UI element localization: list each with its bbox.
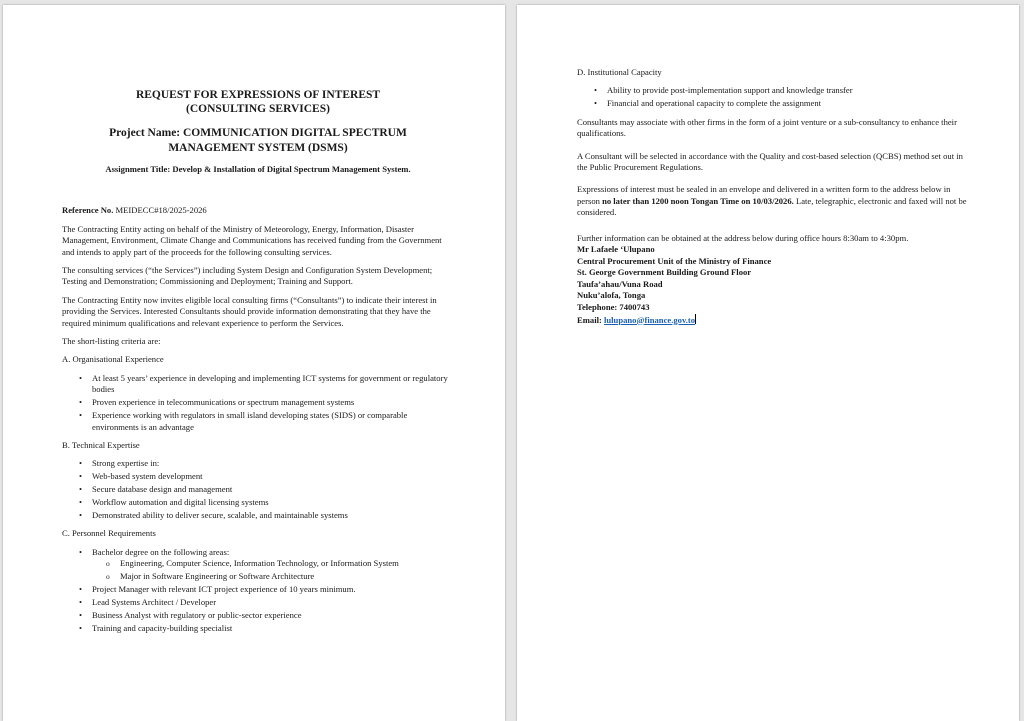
list-item: • Business Analyst with regulatory or public-sector experience <box>92 610 454 621</box>
list-item: • Secure database design and management <box>92 484 454 495</box>
section-c-heading: C. Personnel Requirements <box>62 528 156 539</box>
contact-email: Email: lulupano@finance.gov.to <box>577 314 696 325</box>
list-item: • Experience working with regulators in small island developing states (SIDS) or comparable environments is an advantage <box>92 410 454 433</box>
section-d-heading: D. Institutional Capacity <box>577 67 662 77</box>
contact-name: Mr Lafaele ‘Ulupano <box>577 243 655 254</box>
section-b-heading: B. Technical Expertise <box>62 439 140 450</box>
sublist-item: o Major in Software Engineering or Software Architecture <box>120 571 454 582</box>
list-item: • Ability to provide post-implementation support and knowledge transfer <box>607 85 969 96</box>
list-item: • Proven experience in telecommunications or spectrum management systems <box>92 397 454 408</box>
list-item: • Project Manager with relevant ICT project experience of 10 years minimum. <box>92 584 454 595</box>
paragraph-contracting-entity: The Contracting Entity acting on behalf of the Ministry of Meteorology, Energy, Information, Disaster Management, Environment, Climate Change and Communications has received funding from the Government and intends to apply part of the proceeds for the following consulting services. <box>62 223 442 257</box>
section-c-list <box>62 547 454 634</box>
list-item: • At least 5 years’ experience in developing and implementing ICT systems for government or regulatory bodies <box>92 373 454 396</box>
list-item: • Training and capacity-building specialist <box>92 623 454 634</box>
reference-number: Reference No. MEIDECC#18/2025-2026 <box>62 205 207 216</box>
page-1-content <box>62 89 454 641</box>
paragraph-submission: Expressions of interest must be sealed in an envelope and delivered in a written form to the address below in person no later than 1200 noon Tongan Time on 10/03/2026. Late, telegraphic, electronic and faxed will not be considered. <box>577 184 967 218</box>
project-name: Project Name: COMMUNICATION DIGITAL SPECTRUM MANAGEMENT SYSTEM (DSMS) <box>109 127 407 154</box>
page-2-content <box>577 67 969 326</box>
section-d-list <box>577 85 969 109</box>
section-a-list <box>62 373 454 433</box>
contact-address <box>577 244 969 326</box>
paragraph-joint-venture: Consultants may associate with other firms in the form of a joint venture or a sub-consultancy to enhance their qualifications. <box>577 116 957 139</box>
document-title: REQUEST FOR EXPRESSIONS OF INTEREST (CONSULTING SERVICES) <box>135 89 381 115</box>
list-item: • Lead Systems Architect / Developer <box>92 597 454 608</box>
email-link[interactable]: lulupano@finance.gov.to <box>603 314 696 325</box>
contact-building: St. George Government Building Ground Floor <box>577 267 752 278</box>
contact-city: Nuku’alofa, Tonga <box>577 290 646 301</box>
paragraph-further-info: Further information can be obtained at the address below during office hours 8:30am to 4:30pm. <box>577 232 909 243</box>
text-cursor <box>695 314 696 324</box>
shortlist-intro: The short-listing criteria are: <box>62 336 161 347</box>
list-item: • Demonstrated ability to deliver secure, scalable, and maintainable systems <box>92 510 454 521</box>
section-b-list <box>62 458 454 521</box>
contact-phone: Telephone: 7400743 <box>577 301 650 312</box>
document-page-1 <box>3 5 505 721</box>
list-item: • Strong expertise in: <box>92 458 454 469</box>
document-page-2 <box>517 5 1019 721</box>
list-item: • Bachelor degree on the following areas: o Engineering, Computer Science, Information Technology, or Information System o Major in Software Engineering or Software Architecture <box>92 547 454 583</box>
paragraph-qcbs: A Consultant will be selected in accordance with the Quality and cost-based selection (QCBS) method set out in the Public Procurement Regulations. <box>577 150 963 172</box>
contact-road: Taufa’ahau/Vuna Road <box>577 278 663 289</box>
paragraph-services: The consulting services (“the Services”) including System Design and Configuration System Development; Testing and Demonstration; Commissioning and Deployment; Training and Support. <box>62 265 433 287</box>
degree-sublist <box>92 558 454 582</box>
list-item: • Web-based system development <box>92 471 454 482</box>
section-a-heading: A. Organisational Experience <box>62 354 164 365</box>
sublist-item: o Engineering, Computer Science, Information Technology, or Information System <box>120 558 454 569</box>
list-item: • Financial and operational capacity to complete the assignment <box>607 98 969 109</box>
paragraph-invitation: The Contracting Entity now invites eligible local consulting firms (“Consultants”) to indicate their interest in providing the Services. Interested Consultants should provide information demonstrating that they have the required minimum qualifications and relevant experience to perform the Services. <box>62 294 437 328</box>
list-item: • Workflow automation and digital licensing systems <box>92 497 454 508</box>
contact-unit: Central Procurement Unit of the Ministry of Finance <box>577 255 772 266</box>
assignment-title: Assignment Title: Develop & Installation of Digital Spectrum Management System. <box>105 164 411 174</box>
